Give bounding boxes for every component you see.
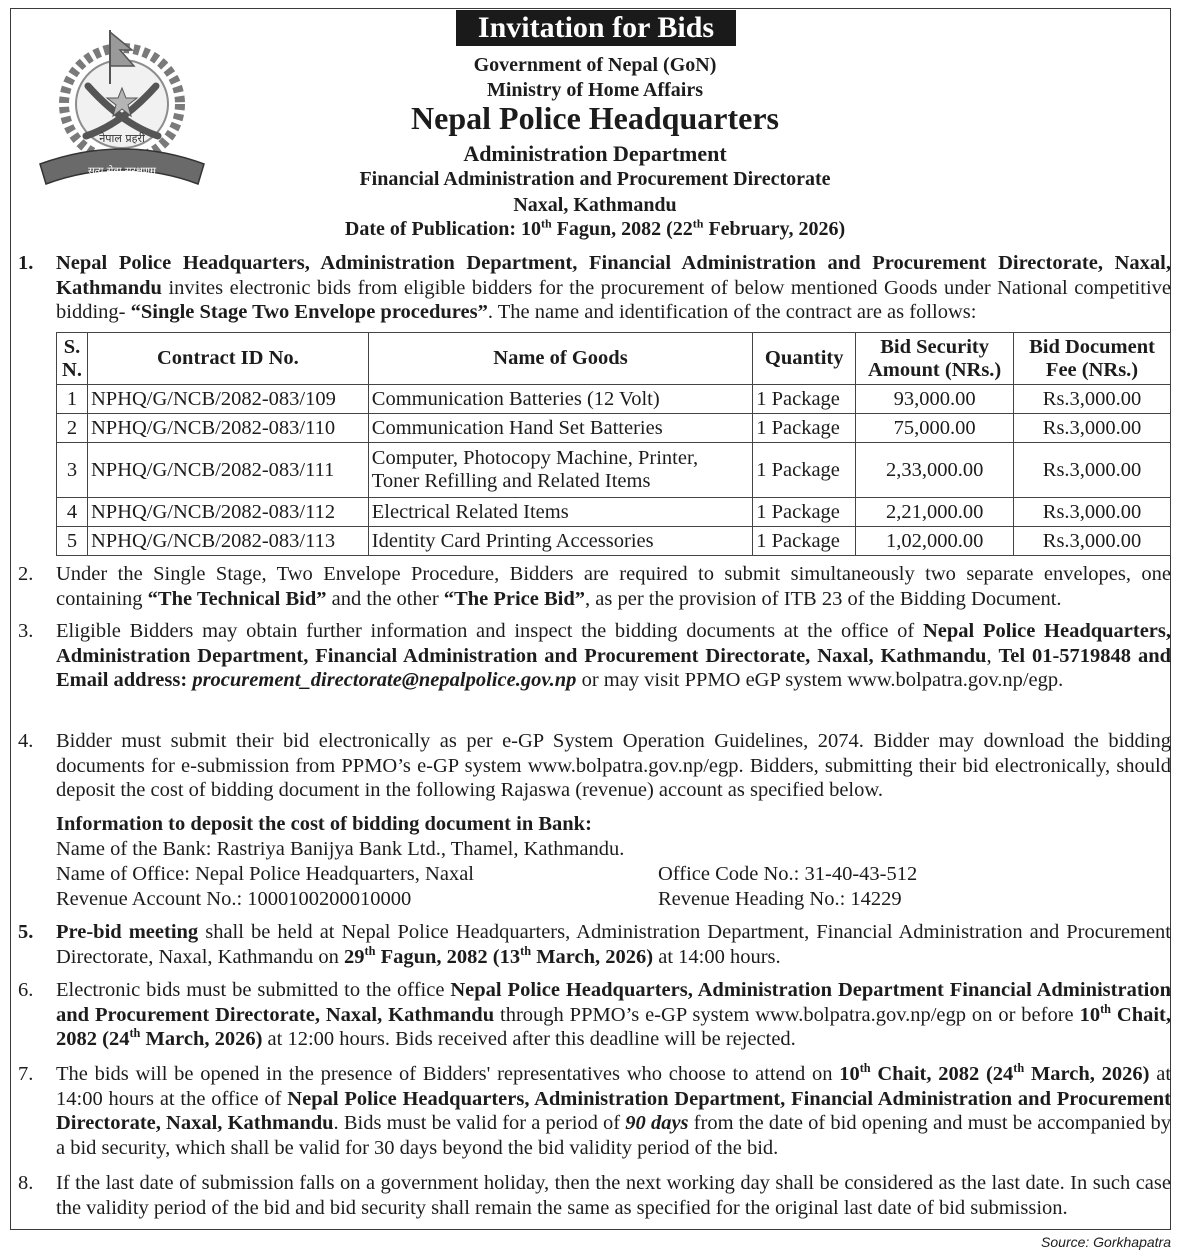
item-3-text: Eligible Bidders may obtain further information and inspect the bidding documents at the office of Nepal Police Headquarters, Administration Department, Financial Administration and Procurement Directorate, Naxal, Kathmandu, Tel 01-5719848 and Email address: procurement_directorate@nepalpolice.gov.np or may visit PPMO eGP system www.bolpatra.gov.np/egp. <box>56 620 1171 691</box>
header-ministry: Ministry of Home Affairs <box>486 79 704 101</box>
item-5-text: Pre-bid meeting shall be held at Nepal Police Headquarters, Administration Department, Financial Administration and Procurement Directorate, Naxal, Kathmandu on 29th Fagun, 2082 (13th March, 2026) at 14:00 hours. <box>56 921 1171 968</box>
item-number: 4. <box>18 730 34 752</box>
header-sn: S. N. <box>57 333 88 385</box>
cell-security: 2,21,000.00 <box>856 498 1014 527</box>
item-6-text: Electronic bids must be submitted to the office Nepal Police Headquarters, Administration Department Financial Administration and Procurement Directorate, Naxal, Kathmandu through PPMO’s e-GP system www.bolpatra.gov.np/egp on or before 10th Chait, 2082 (24th March, 2026) at 12:00 hours. Bids received after this deadline will be rejected. <box>56 979 1172 1050</box>
header-organization: Nepal Police Headquarters <box>411 100 779 136</box>
header-document-fee: Bid Document Fee (NRs.) <box>1014 333 1171 385</box>
header-bid-security: Bid Security Amount (NRs.) <box>856 333 1014 385</box>
publication-date: Date of Publication: 10th Fagun, 2082 (22th February, 2026) <box>344 216 846 240</box>
cell-sn: 4 <box>57 498 88 527</box>
header-government: Government of Nepal (GoN) <box>473 54 717 76</box>
item-number: 6. <box>18 979 34 1001</box>
cell-contract-id: NPHQ/G/NCB/2082-083/111 <box>87 443 368 498</box>
cell-quantity: 1 Package <box>753 527 856 556</box>
cell-quantity: 1 Package <box>753 443 856 498</box>
cell-security: 93,000.00 <box>856 385 1014 414</box>
cell-security: 1,02,000.00 <box>856 527 1014 556</box>
header-quantity: Quantity <box>753 333 856 385</box>
header-location: Naxal, Kathmandu <box>513 194 677 216</box>
table-row <box>57 414 1171 443</box>
goods-table <box>56 332 1171 556</box>
bank-name: Name of the Bank: Rastriya Banijya Bank Ltd., Thamel, Kathmandu. <box>56 838 625 860</box>
header-contract-id: Contract ID No. <box>87 333 368 385</box>
cell-quantity: 1 Package <box>753 385 856 414</box>
svg-text:सत्य सेवा सुरक्षणम्: सत्य सेवा सुरक्षणम् <box>88 166 156 177</box>
cell-sn: 2 <box>57 414 88 443</box>
item-number: 5. <box>18 921 34 943</box>
item-number: 3. <box>18 620 34 642</box>
cell-goods: Electrical Related Items <box>368 498 752 527</box>
bank-info-heading: Information to deposit the cost of bidding document in Bank: <box>56 813 592 835</box>
cell-fee: Rs.3,000.00 <box>1014 414 1171 443</box>
cell-goods: Identity Card Printing Accessories <box>368 527 752 556</box>
cell-sn: 1 <box>57 385 88 414</box>
item-8-text: If the last date of submission falls on a government holiday, then the next working day shall be considered as the last date. In such case the validity period of the bid and bid security shall remain the same as specified for the original last date of bid submission. <box>56 1172 1171 1219</box>
cell-goods: Communication Batteries (12 Volt) <box>368 385 752 414</box>
cell-quantity: 1 Package <box>753 498 856 527</box>
revenue-heading: Revenue Heading No.: 14229 <box>658 888 902 910</box>
table-row <box>57 443 1171 498</box>
table-header-row <box>57 333 1171 385</box>
table-row <box>57 385 1171 414</box>
table-row <box>57 498 1171 527</box>
cell-fee: Rs.3,000.00 <box>1014 385 1171 414</box>
notice-title: Invitation for Bids <box>456 10 736 46</box>
header-directorate: Financial Administration and Procurement Directorate <box>359 168 831 190</box>
item-2-text: Under the Single Stage, Two Envelope Procedure, Bidders are required to submit simultaneously two separate envelopes, one containing “The Technical Bid” and the other “The Price Bid”, as per the provision of ITB 23 of the Bidding Document. <box>56 563 1171 610</box>
cell-sn: 5 <box>57 527 88 556</box>
cell-contract-id: NPHQ/G/NCB/2082-083/109 <box>87 385 368 414</box>
cell-security: 75,000.00 <box>856 414 1014 443</box>
cell-quantity: 1 Package <box>753 414 856 443</box>
header-goods: Name of Goods <box>368 333 752 385</box>
cell-fee: Rs.3,000.00 <box>1014 498 1171 527</box>
cell-contract-id: NPHQ/G/NCB/2082-083/110 <box>87 414 368 443</box>
svg-text:नेपाल प्रहरी: नेपाल प्रहरी <box>99 132 145 145</box>
cell-sn: 3 <box>57 443 88 498</box>
cell-contract-id: NPHQ/G/NCB/2082-083/113 <box>87 527 368 556</box>
office-name: Name of Office: Nepal Police Headquarters, Naxal <box>56 863 474 885</box>
item-7-text: The bids will be opened in the presence of Bidders' representatives who choose to attend on 10th Chait, 2082 (24th March, 2026) at 14:00 hours at the office of Nepal Police Headquarters, Administration Department, Financial Administration and Procurement Directorate, Naxal, Kathmandu. Bids must be valid for a period of 90 days from the date of bid opening and must be accompanied by a bid security, which shall be valid for 30 days beyond the bid validity period of the bid. <box>56 1061 1172 1159</box>
table-row <box>57 527 1171 556</box>
office-code: Office Code No.: 31-40-43-512 <box>658 863 918 885</box>
item-number: 2. <box>18 563 34 585</box>
cell-goods: Communication Hand Set Batteries <box>368 414 752 443</box>
cell-goods: Computer, Photocopy Machine, Printer, Toner Refilling and Related Items <box>368 443 752 498</box>
item-number: 8. <box>18 1172 34 1194</box>
item-4-text: Bidder must submit their bid electronically as per e-GP System Operation Guidelines, 2074. Bidder may download the bidding documents for e-submission from PPMO’s e-GP system www.bolpatra.gov.np/egp. Bidders, submitting their bid electronically, should deposit the cost of bidding document in the following Rajaswa (revenue) account as specified below. <box>56 730 1171 801</box>
cell-fee: Rs.3,000.00 <box>1014 443 1171 498</box>
cell-fee: Rs.3,000.00 <box>1014 527 1171 556</box>
header-department: Administration Department <box>463 141 727 166</box>
revenue-account: Revenue Account No.: 1000100200010000 <box>56 888 412 910</box>
source-credit: Source: Gorkhapatra <box>1041 1234 1171 1250</box>
cell-security: 2,33,000.00 <box>856 443 1014 498</box>
cell-contract-id: NPHQ/G/NCB/2082-083/112 <box>87 498 368 527</box>
nepal-police-emblem-icon <box>30 24 214 200</box>
item-1-text: Nepal Police Headquarters, Administration Department, Financial Administration and Procurement Directorate, Naxal, Kathmandu invites electronic bids from eligible bidders for the procurement of below mentioned Goods under National competitive bidding- “Single Stage Two Envelope procedures”. The name and identification of the contract are as follows: <box>56 252 1171 323</box>
item-number: 1. <box>18 252 34 274</box>
item-number: 7. <box>18 1063 34 1085</box>
